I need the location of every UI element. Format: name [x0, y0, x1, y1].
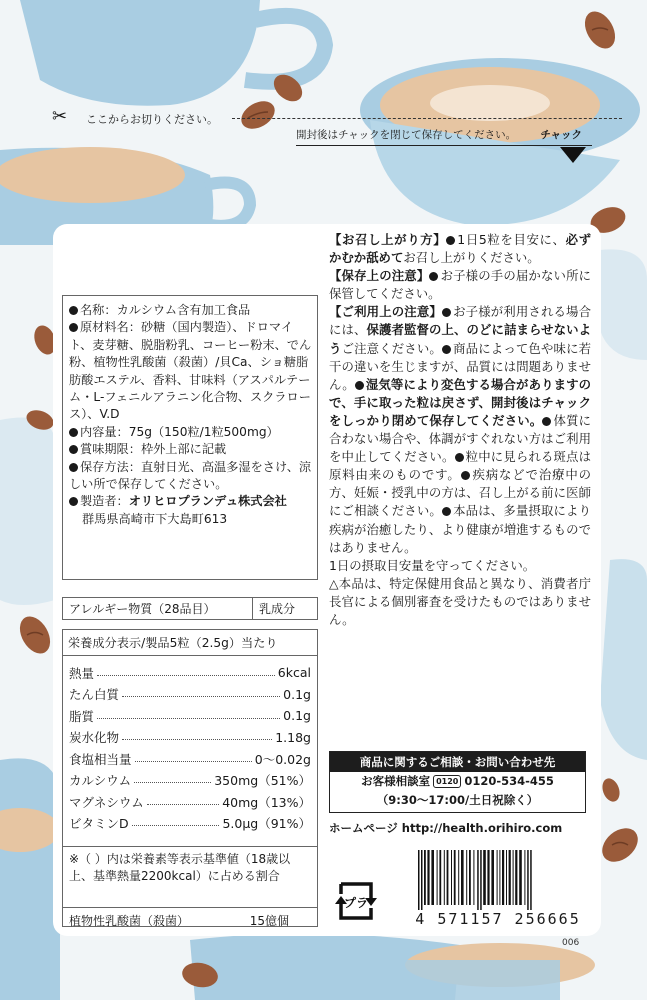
- zipper-instruction: 開封後はチャックを閉じて保存してください。: [296, 129, 517, 141]
- barcode-bar: [447, 850, 449, 905]
- contact-phone-line: [330, 772, 585, 791]
- barcode-bar: [509, 850, 511, 905]
- barcode-bar: [491, 850, 494, 905]
- caution-heading: 【ご利用上の注意】: [329, 304, 442, 320]
- nutrition-row: 炭水化物 1.18g: [69, 729, 311, 746]
- allergy-value: 乳成分: [259, 602, 296, 616]
- nutrition-title: 栄養成分表示/製品5粒（2.5g）当たり: [63, 630, 317, 656]
- bullet-icon: [355, 381, 364, 390]
- nutrition-table: [62, 629, 318, 927]
- barcode-bar: [515, 850, 517, 905]
- print-code: 006: [562, 938, 580, 948]
- barcode-bar: [499, 850, 500, 905]
- nutrition-row: たん白質 0.1g: [69, 686, 311, 703]
- nutrition-note: ※（ ）内は栄養素等表示基準値（18歳以上、基準熱量2200kcal）に占める割合: [63, 846, 317, 908]
- nutrition-row: 食塩相当量 0〜0.02g: [69, 751, 311, 767]
- product-info-box: [62, 295, 318, 580]
- product-info-name: 名称：カルシウム含有加工食品: [69, 302, 312, 319]
- barcode-bar: [437, 850, 438, 905]
- barcode-bar: [473, 850, 474, 905]
- milk-jug-left: [0, 418, 55, 606]
- scissors-icon: ✂: [52, 106, 68, 127]
- storage-heading: 【保存上の注意】: [329, 268, 430, 284]
- zipper-label: チャック: [540, 129, 582, 141]
- lactic-acid-bacteria-row: [63, 908, 317, 932]
- cut-instruction: ここからお切りください。: [86, 113, 218, 126]
- nutrition-row: 熱量 6kcal: [69, 665, 311, 681]
- lactic-acid-bacteria-value: 15億個: [249, 913, 289, 928]
- barcode-bar: [527, 850, 529, 910]
- barcode-bar: [454, 850, 456, 905]
- barcode: [416, 850, 588, 910]
- contact-hours: （9:30〜17:00/土日祝除く）: [376, 793, 539, 807]
- coffee-cup-bottom-left: [0, 758, 60, 1000]
- barcode-bar: [502, 850, 504, 905]
- barcode-bar: [530, 850, 532, 910]
- barcode-bar: [469, 850, 471, 905]
- recycle-pla-icon: [333, 876, 379, 926]
- barcode-bar: [451, 850, 452, 905]
- zipper-line[interactable]: [296, 126, 592, 166]
- barcode-bar: [487, 850, 489, 905]
- nutrition-row: カルシウム 350mg（51%）: [69, 773, 311, 789]
- barcode-bar: [497, 850, 498, 905]
- product-info-ingredients: 原材料名：砂糖（国内製造）、ドロマイト、麦芽糖、脱脂粉乳、コーヒー粉末、でん粉、植物性乳酸菌（殺菌）/貝Ca、ショ糖脂肪酸エステル、香料、甘味料（アスパルテーム・L-フェニルアラニン化合物、スクラロース）、V.D: [69, 320, 312, 422]
- lactic-acid-bacteria-label: 植物性乳酸菌（殺菌）: [69, 913, 190, 928]
- allergy-label: アレルギー物質（28品目）: [63, 598, 253, 619]
- bullet-icon: [461, 471, 470, 480]
- barcode-bar: [506, 850, 507, 905]
- product-info-best-before: 賞味期限：枠外上部に記載: [69, 441, 312, 458]
- bullet-icon: [69, 497, 78, 506]
- nutrition-row: マグネシウム 40mg（13%）: [69, 794, 311, 810]
- bullet-icon: [69, 463, 78, 472]
- homepage-line: [329, 820, 591, 836]
- bullet-icon: [69, 306, 78, 315]
- bullet-icon: [69, 323, 78, 332]
- bullet-icon: [442, 308, 451, 317]
- product-info-address: 群馬県高崎市下大島町613: [82, 511, 228, 526]
- barcode-bar: [513, 850, 514, 905]
- bullet-icon: [446, 236, 455, 245]
- usage-instructions: 【お召し上がり方】 1日5粒を目安に、必ずかむか舐めてお召し上がりください。 【保存上の注意】 お子様の手の届かない所に保管してください。 【ご利用上の注意】 お子様が利用される場合には、保護者監督の上、のどに詰まらせないようご注意ください。 商品によって色や味に若干の違いを生じますが、品質には問題ありません。 湿気等により変色する場合がありますので、手に取った粒は戻さず、開封後はチャックをしっかり閉めて保存してください。 体質に合わない場合や、体調がすぐれない方はご利用を中止してください。 粒中に見られる斑点は原料由来のものです。 疾病などで治療中の方、妊娠・授乳中の方は、召し上がる前に医師にご相談ください。 本品は、多量摂取により疾病が治癒したり、より健康が増進するものではありません。 1日の摂取目安量を守ってください。 △本品は、特定保健用食品と異なり、消費者庁長官による個別審査を受けたものではありません。: [329, 232, 592, 627]
- product-info-content: 内容量：75g（150粒/1粒500mg）: [69, 424, 312, 441]
- bullet-icon: [542, 417, 551, 426]
- barcode-bar: [519, 850, 522, 905]
- customer-desk-label: お客様相談室: [361, 774, 431, 788]
- bullet-icon: [429, 272, 438, 281]
- bullet-icon: [69, 445, 78, 454]
- how-to-heading: 【お召し上がり方】: [329, 232, 447, 247]
- bullet-icon: [442, 345, 451, 354]
- product-info-storage: 保存方法：直射日光、高温多湿をさけ、涼しい所で保存してください。: [69, 459, 312, 492]
- free-dial-icon: 0120: [433, 775, 461, 788]
- zipper-rule: [296, 145, 592, 146]
- contact-box: [329, 751, 586, 813]
- bullet-icon: [455, 453, 464, 462]
- bullet-icon: [442, 507, 451, 516]
- barcode-bar: [477, 850, 479, 910]
- contact-heading: 商品に関するご相談・お問い合わせ先: [330, 752, 585, 772]
- barcode-bar: [421, 850, 423, 910]
- bullet-icon: [69, 428, 78, 437]
- barcode-number: 4 571157 256665: [415, 910, 581, 928]
- barcode-bar: [427, 850, 429, 905]
- homepage-url[interactable]: http://health.orihiro.com: [401, 821, 563, 835]
- barcode-bar: [466, 850, 467, 905]
- barcode-bar: [461, 850, 464, 905]
- down-arrow-icon: [560, 147, 586, 163]
- recycle-text: プラ: [343, 896, 369, 910]
- nutrition-row: 脂質 0.1g: [69, 708, 311, 724]
- barcode-bar: [431, 850, 434, 905]
- cut-line[interactable]: [52, 106, 622, 127]
- barcode-bar: [480, 850, 482, 910]
- barcode-bar: [483, 850, 486, 905]
- barcode-bar: [444, 850, 445, 905]
- barcode-bar: [524, 850, 525, 905]
- allergy-box: [62, 597, 318, 620]
- contact-phone[interactable]: 0120-534-455: [464, 774, 554, 788]
- barcode-bar: [439, 850, 441, 905]
- homepage-label: ホームページ: [329, 821, 398, 835]
- barcode-bar: [458, 850, 459, 905]
- cut-dashed-line: [232, 118, 622, 119]
- barcode-bar: [418, 850, 420, 910]
- barcode-bar: [424, 850, 426, 905]
- nutrition-row: ビタミンD 5.0μg（91%）: [69, 816, 311, 832]
- product-info-maker: 製造者：オリヒロプランデュ株式会社: [69, 493, 312, 510]
